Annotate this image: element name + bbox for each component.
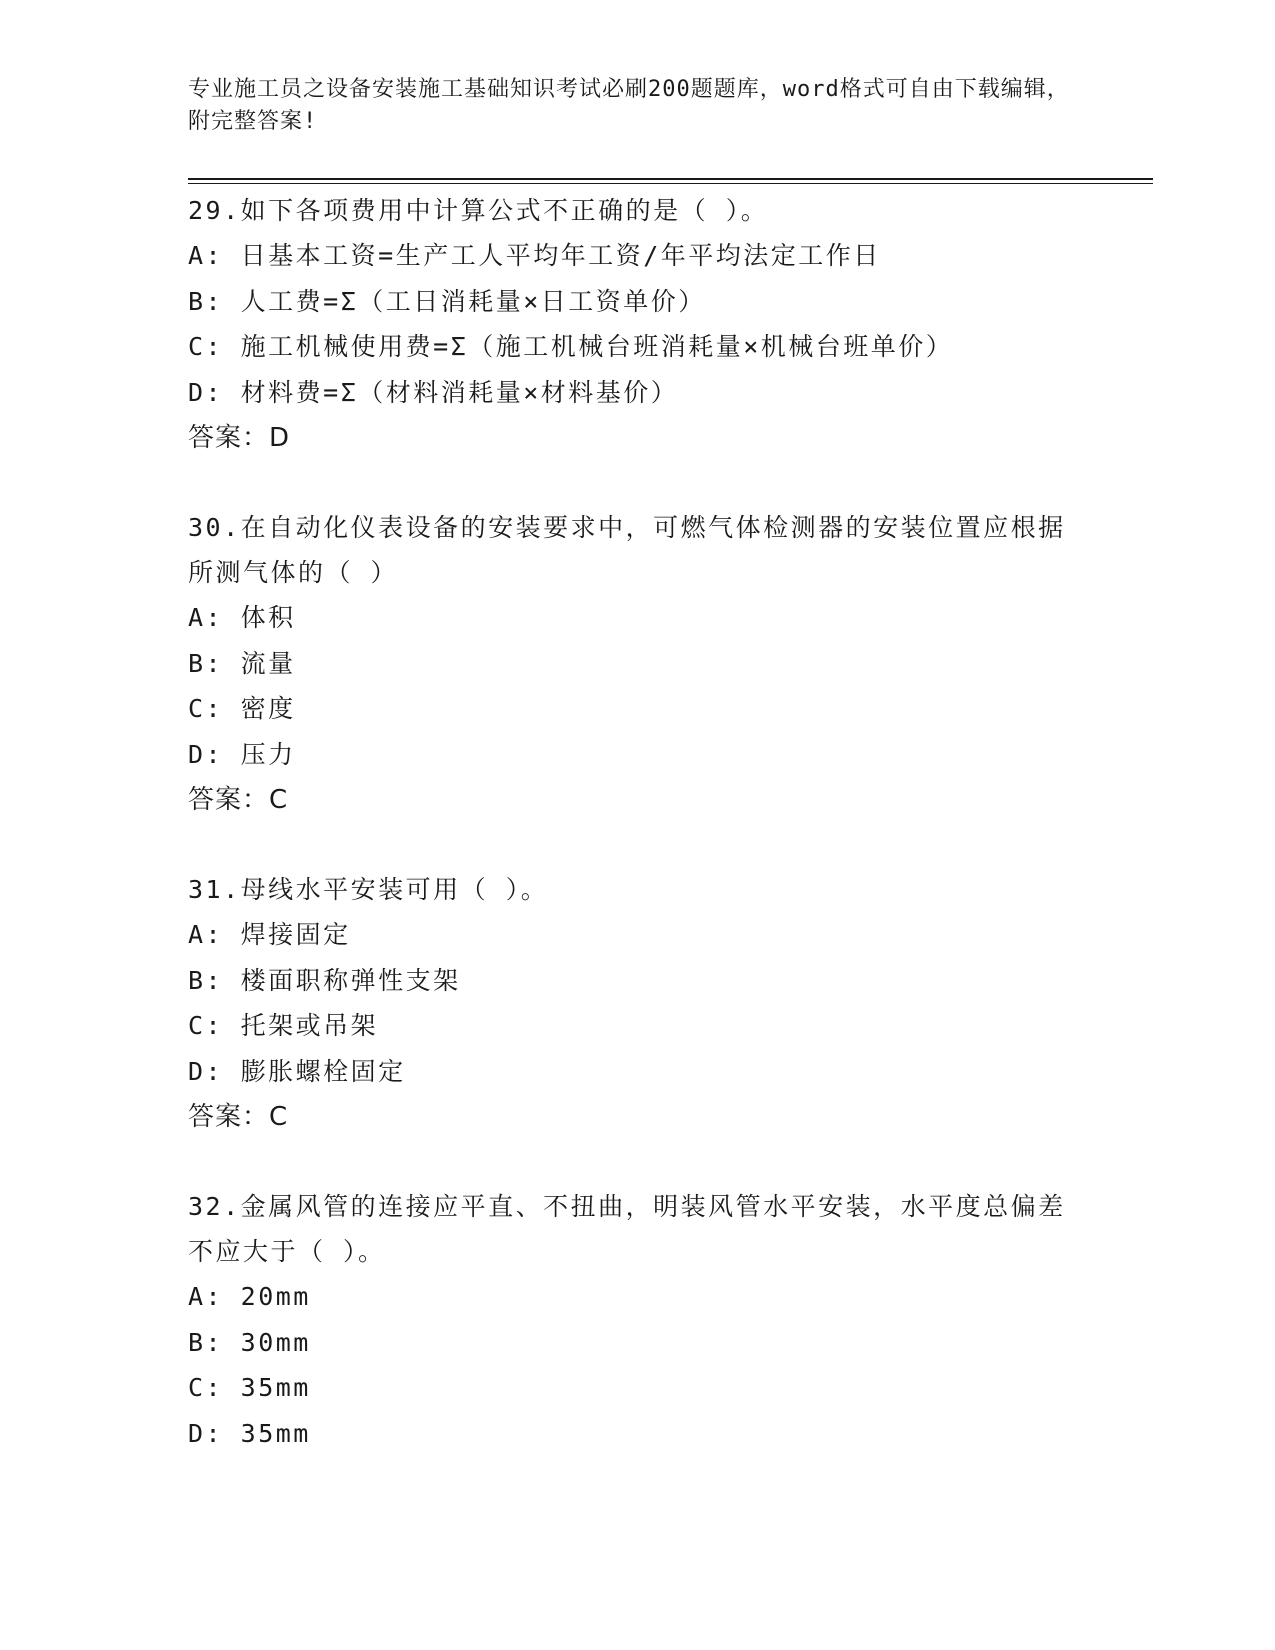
header-rule-thick [188, 178, 1153, 180]
question-30 [188, 505, 1088, 823]
option-c: C: 施工机械使用费=Σ（施工机械台班消耗量×机械台班单价） [188, 332, 954, 361]
question-stem: 31.母线水平安装可用（ ）。 [188, 875, 549, 904]
question-spacer [188, 823, 1088, 867]
option-c: C: 密度 [188, 694, 296, 723]
question-list [188, 188, 1088, 1456]
document-header: 专业施工员之设备安装施工基础知识考试必刷200题题库，word格式可自由下载编辑，附完整答案! [188, 77, 1070, 134]
header-rule-thin [188, 183, 1153, 184]
question-stem: 30.在自动化仪表设备的安装要求中，可燃气体检测器的安装位置应根据所测气体的（ ） [188, 513, 1066, 587]
option-b: B: 30mm [188, 1327, 311, 1357]
option-c: C: 托架或吊架 [188, 1011, 379, 1040]
question-32 [188, 1184, 1088, 1456]
answer-line: 答案：C [188, 785, 289, 815]
answer-line: 答案：C [188, 1102, 289, 1132]
answer-line: 答案：D [188, 423, 291, 453]
question-spacer [188, 1140, 1088, 1184]
question-stem: 32.金属风管的连接应平直、不扭曲，明装风管水平安装，水平度总偏差不应大于（ ）。 [188, 1192, 1066, 1266]
option-d: D: 35mm [188, 1418, 311, 1448]
question-stem: 29.如下各项费用中计算公式不正确的是（ ）。 [188, 196, 769, 225]
option-b: B: 人工费=Σ（工日消耗量×日工资单价） [188, 286, 706, 316]
option-d: D: 材料费=Σ（材料消耗量×材料基价） [188, 377, 679, 407]
option-d: D: 膨胀螺栓固定 [188, 1056, 406, 1086]
option-a: A: 焊接固定 [188, 920, 351, 949]
option-c: C: 35mm [188, 1373, 311, 1402]
question-spacer [188, 461, 1088, 505]
option-b: B: 流量 [188, 648, 296, 678]
question-31 [188, 867, 1088, 1140]
option-b: B: 楼面职称弹性支架 [188, 965, 461, 995]
option-a: A: 20mm [188, 1282, 311, 1311]
option-d: D: 压力 [188, 739, 296, 769]
option-a: A: 日基本工资=生产工人平均年工资/年平均法定工作日 [188, 241, 881, 270]
question-29 [188, 188, 1088, 461]
option-a: A: 体积 [188, 603, 296, 632]
